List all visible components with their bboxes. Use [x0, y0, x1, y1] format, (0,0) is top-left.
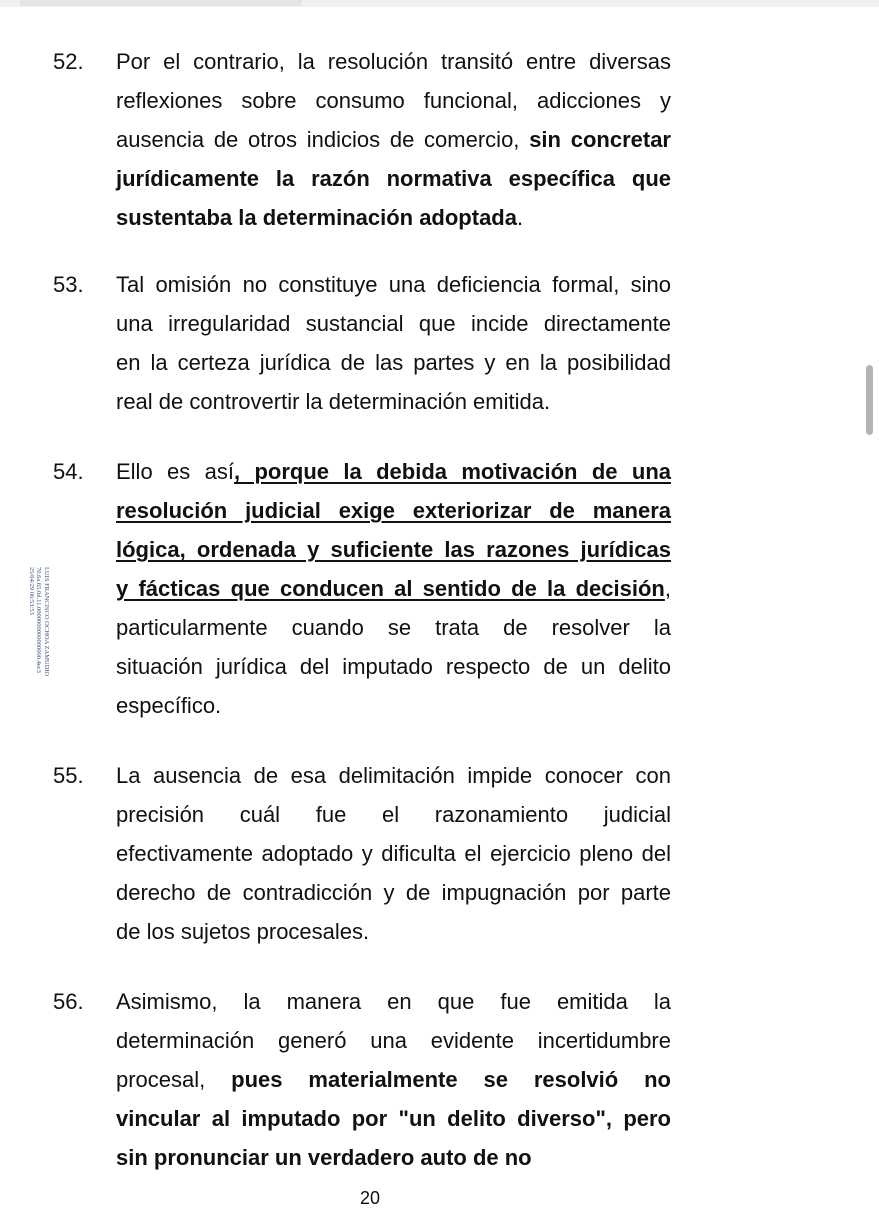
underlined-bold-text: y fácticas que conducen al sentido de la decisión — [116, 576, 665, 601]
paragraph-number: 52. — [53, 49, 84, 74]
text-run: La ausencia de esa delimitación impide conocer con — [116, 763, 671, 788]
paragraph-body — [116, 42, 671, 237]
paragraph-body — [116, 982, 671, 1177]
text-run: Asimismo, la manera en que fue emitida la — [116, 989, 671, 1014]
text-line — [116, 686, 671, 725]
bold-text: jurídicamente la razón normativa específica que — [116, 166, 671, 191]
paragraph-body — [116, 756, 671, 951]
text-run: Por el contrario, la resolución transitó entre diversas — [116, 49, 671, 74]
text-line — [116, 647, 671, 686]
text-line — [116, 982, 671, 1021]
text-line — [116, 382, 671, 421]
text-run: procesal, — [116, 1067, 232, 1092]
text-run: derecho de contradicción y de impugnación por parte — [116, 880, 671, 905]
text-line — [116, 81, 671, 120]
text-line — [116, 912, 671, 951]
text-line — [116, 452, 671, 491]
text-line — [116, 343, 671, 382]
text-run: Ello es así — [116, 459, 234, 484]
text-run: Tal omisión no constituye una deficiencia formal, sino — [116, 272, 671, 297]
top-toolbar-strip — [0, 0, 879, 7]
text-run: real de controvertir la determinación emitida. — [116, 389, 551, 414]
text-run: determinación generó una evidente incertidumbre — [116, 1028, 671, 1053]
electronic-signature-stamp — [28, 567, 50, 717]
paragraph-body — [116, 452, 671, 725]
underlined-bold-text: resolución judicial exige exteriorizar de manera — [116, 498, 671, 523]
text-run: precisión cuál fue el razonamiento judicial — [116, 802, 671, 827]
underlined-bold-text: lógica, ordenada y suficiente las razones jurídicas — [116, 537, 671, 562]
stamp-line-date: 25/04/29 06:53:53 — [28, 567, 35, 615]
bold-text: vincular al imputado por "un delito diverso", pero — [116, 1106, 671, 1131]
paragraph-number: 53. — [53, 272, 84, 297]
top-toolbar-tab — [20, 0, 302, 6]
paragraph-number: 56. — [53, 989, 84, 1014]
text-run: de los sujetos procesales. — [116, 919, 370, 944]
text-line — [116, 265, 671, 304]
text-run: reflexiones sobre consumo funcional, adicciones y — [116, 88, 671, 113]
text-run: situación jurídica del imputado respecto de un delito — [116, 654, 671, 679]
text-line — [116, 1060, 671, 1099]
bold-text: sin pronunciar un verdadero auto de no — [116, 1145, 532, 1170]
stamp-line-signer: LUIS FRANCISCO OCHOA ZAMUDIO — [43, 567, 50, 677]
bold-text: sin concretar — [529, 127, 671, 152]
text-run: específico. — [116, 693, 222, 718]
paragraph-number: 54. — [53, 459, 84, 484]
text-line — [116, 42, 671, 81]
signature-stamp-text — [28, 567, 51, 676]
text-line — [116, 608, 671, 647]
text-line — [116, 1021, 671, 1060]
text-run: . — [516, 205, 524, 230]
paragraph-number: 55. — [53, 763, 84, 788]
text-line — [116, 159, 671, 198]
text-line — [116, 569, 671, 608]
text-line — [116, 1099, 671, 1138]
text-line — [116, 491, 671, 530]
underlined-bold-text: , porque la debida motivación de una — [234, 459, 671, 484]
text-line — [116, 198, 671, 237]
text-line — [116, 530, 671, 569]
text-line — [116, 756, 671, 795]
text-line — [116, 795, 671, 834]
text-run: , — [664, 576, 671, 601]
text-line — [116, 304, 671, 343]
text-run: particularmente cuando se trata de resolver la — [116, 615, 671, 640]
text-line — [116, 1138, 671, 1177]
text-run: en la certeza jurídica de las partes y en la posibilidad — [116, 350, 671, 375]
page-number: 20 — [359, 1188, 381, 1208]
text-line — [116, 120, 671, 159]
paragraph-body — [116, 265, 671, 421]
text-run: efectivamente adoptado y dificulta el ejercicio pleno del — [116, 841, 671, 866]
stamp-line-serial: 70.6a.65.0d.11.0000000000000000.4ec3 — [35, 567, 43, 673]
bold-text: sustentaba la determinación adoptada — [116, 205, 517, 230]
scrollbar-thumb[interactable] — [866, 365, 873, 435]
text-run: una irregularidad sustancial que incide directamente — [116, 311, 671, 336]
text-line — [116, 834, 671, 873]
text-run: ausencia de otros indicios de comercio, — [116, 127, 530, 152]
bold-text: pues materialmente se resolvió no — [231, 1067, 671, 1092]
text-line — [116, 873, 671, 912]
